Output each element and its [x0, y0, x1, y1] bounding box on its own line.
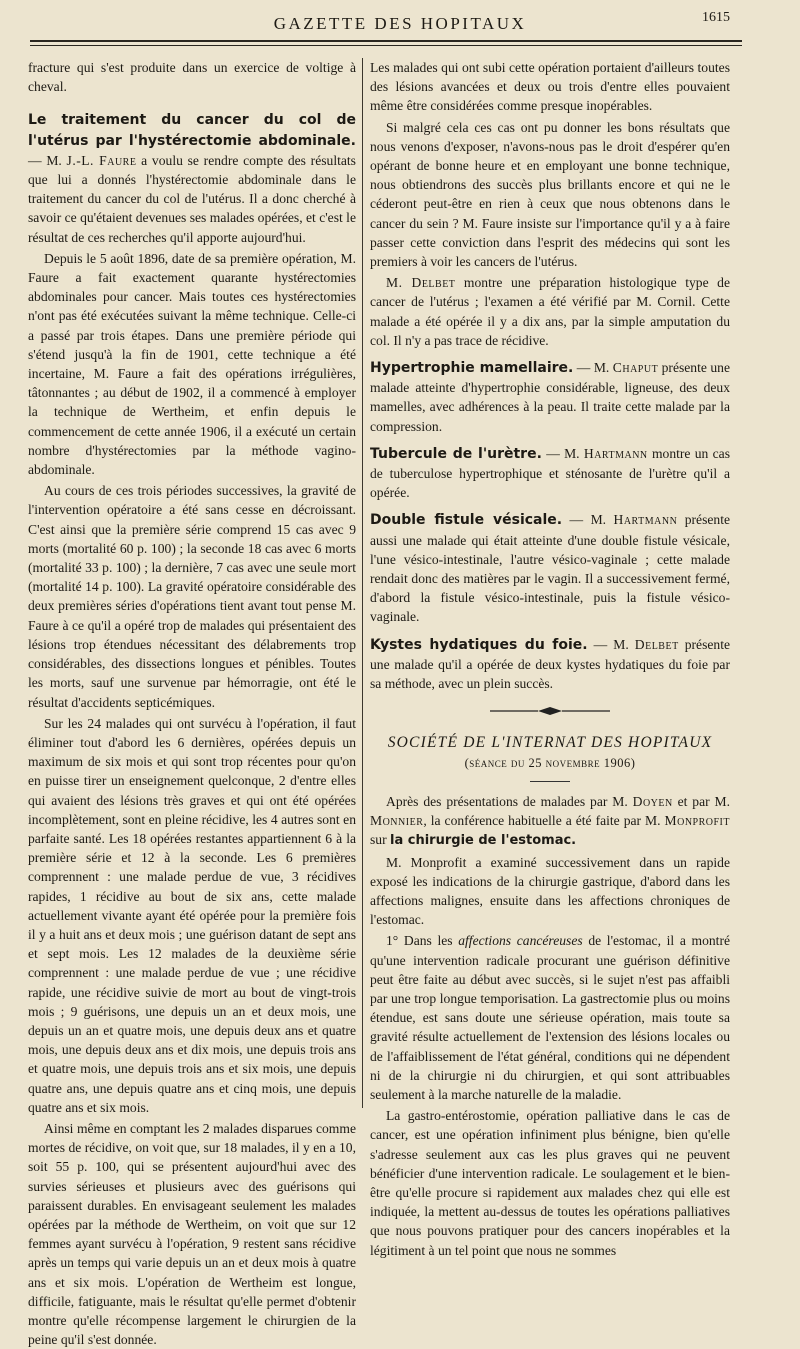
paragraph [370, 792, 730, 851]
paragraph-text: , la conférence habituelle a été faite par M. [423, 813, 665, 829]
author-name: Hartmann [583, 445, 648, 461]
paragraph-text: sur [370, 832, 391, 848]
ornament-icon [490, 706, 610, 716]
paragraph-text: présente aussi une malade qui était atteinte d'une double fistule vésicale, l'une vésico-intestinale, l'autre vésico-vaginale ; cette malade rendait donc des matières par le vagin. Il a successivement fermé, d'abord la fistule vésico-intestinale, puis la fistule vésico-vaginale. [370, 512, 731, 625]
ornament-divider [370, 703, 730, 722]
page-number: 1615 [702, 10, 730, 25]
paragraph: M. Monprofit a examiné successivement dans un rapide exposé les indications de la chirurgie gastrique, d'abord dans les affections malignes, ensuite dans les affections chroniques de l'estomac. [370, 854, 730, 928]
paragraph-text: a voulu se rendre compte des résultats que lui a donnés l'hystérectomie abdominale dans le traitement du cancer du col de l'utérus. Il a donc cherché à savoir ce qu'étaient devenues ses malades opérées, et c'est le résultat de ces recherches qu'il apporte aujourd'hui. [28, 152, 356, 245]
paragraph-text: de l'estomac, il a montré qu'une intervention radicale procurant une guérison définitive peut être faite au début avec succès, si le sujet n'est pas affaibli par une trop longue temporisation. La gastrectomie plus ou moins étendue, est sans doute une sérieuse opération, mais toute sa gravité résulte actuellement de l'extension des lésions locales ou de l'affaiblissement de l'état général, conditions qui ne dépendent ni de la chirurgie ni du chirurgien, et qui sont attribuables seulement à la marche naturelle de la maladie. [370, 933, 731, 1102]
lecture-topic: la chirurgie de l'estomac. [390, 833, 577, 849]
paragraph-text: 1° Dans les [386, 933, 459, 949]
article-hysterectomy [28, 110, 356, 246]
article-urethra [370, 444, 730, 503]
author-name: Doyen [632, 793, 673, 809]
emphasis-text: affections cancéreuses [458, 933, 583, 949]
paragraph: Ainsi même en comptant les 2 malades disparues comme mortes de récidive, on voit que, sur 18 malades, il y en a 10, soit 55 p. 100, qui se présentent aujourd'hui avec des survies sérieuses et plusieurs avec des guérisons qui paraissent durables. En envisageant seulement les malades opérées par la méthode de Wertheim, on voit que sur 12 femmes ayant survécu à l'opération, 9 restent sans récidive après un temps qui varie depuis un an et deux mois à quatre ans et six mois. L'opération de Wertheim est longue, difficile, fatiguante, mais le résultat qu'elle permet d'obtenir montre qu'elle récompense largement le chirurgien de la peine qu'il s'est donnée. [28, 1120, 356, 1348]
dash: — M. [541, 445, 584, 461]
paragraph-text: montre une préparation histologique type de cancer de l'utérus ; l'examen a été vérifié par M. Cornil. Cette malade a été opérée il y a dix ans, par la simple amputation du col. Il n'y a pas trace de récidive. [370, 275, 730, 348]
paragraph-text: Après des présentations de malades par M. [386, 793, 633, 809]
section-title-urethra: Tubercule de l'urètre. [370, 445, 542, 462]
society-title: SOCIÉTÉ DE L'INTERNAT DES HOPITAUX [387, 733, 713, 751]
section-title-hysterectomy: Le traitement du cancer du col de l'utérus par l'hystérectomie abdominale. [28, 112, 356, 149]
society-session-date: (séance du 25 novembre 1906) [464, 755, 636, 770]
paragraph-text: présente une malade atteinte d'hypertrophie considérable, ligneuse, des deux mamelles, avec adhérences à la peau. Il traite cette malade par la compression. [370, 360, 730, 434]
left-column [28, 58, 356, 1348]
right-column [370, 58, 731, 1258]
author-name: Chaput [612, 360, 659, 376]
paragraph: La gastro-entérostomie, opération palliative dans le cas de cancer, est une opération infiniment plus bénigne, bien qu'elle s'adresse seulement aux cas les plus graves qui ne peuvent bénéficier d'une intervention radicale. Le soulagement et le bien-être qu'elle procure si rapidement aux malades chez qui elle est indiquée, la mettent au-dessus de toutes les opérations palliatives que nous pouvons pratiquer pour des cancers inopérables et la légitiment à un tel point que nous ne sommes [370, 1108, 730, 1258]
section-title-fistula: Double fistule vésicale. [370, 512, 563, 529]
paragraph: Sur les 24 malades qui ont survécu à l'opération, il faut éliminer tout d'abord les 6 dernières, opérées depuis un maximum de six mois et qui sont trop récentes pour qu'on en puisse tirer un enseignement quelconque, 2 d'entre elles qui avaient des lésions très graves et qui ont été opérées incomplètement, sont en pleine récidive, les 4 autres sont en parfaite santé. Les 18 opérées restantes appartiennent 6 à la première série et 12 à la seconde. Les 6 premières comprennent : une malade perdue de vue, 3 récidives rapides, 1 récidive au bout de six ans, cette malade actuellement vivante ayant été opérée pour la première fois il y a huit ans et deux mois ; une guérison datant de sept ans et sept mois. Les 12 malades de la deuxième série comprennent : une malade perdue de vue ; une récidive rapide, une récidive suivie de mort au bout de vingt-trois mois ; 9 guérisons, une depuis un an et deux mois, une depuis un an et quatre mois, une depuis deux ans et quatre mois, une depuis deux ans et dix mois, une depuis trois ans et quatre mois, une depuis trois ans et six mois, une depuis quatre ans, une depuis quatre ans et cinq mois, une depuis quatre ans et six mois. [28, 715, 356, 1115]
page-header [0, 10, 800, 38]
page-title: GAZETTE DES HOPITAUX [273, 14, 527, 33]
dash: — M. [587, 636, 635, 652]
paragraph-text: et par M. [672, 793, 730, 809]
paragraph [370, 273, 730, 350]
author-name: Hartmann [613, 512, 678, 528]
paragraph: Depuis le 5 août 1896, date de sa première opération, M. Faure a fait exactement quarante hystérectomies abdominales pour cancer. Mais toutes ces hystérectomies n'ont pas été exécutées suivant la même technique. Celle-ci a passé par trois étapes. Dans une première période qui s'étend jusqu'à la fin de 1901, cette technique a été incertaine, M. Faure a fait des opérations irrégulières, tâtonnantes ; au début de 1902, il a commencé à employer la technique de Wertheim, et enfin depuis le commencement de cette année 1906, il a exécuté un certain nombre d'hystérectomies par la méthode vagino-abdominale. [28, 250, 356, 478]
article-hydatid-cysts [370, 635, 730, 694]
column-divider [362, 58, 363, 1108]
paragraph: Les malades qui ont subi cette opération portaient d'ailleurs toutes des lésions avancées et deux ou trois d'entre elles pouvaient même être considérées comme presque inopérables. [370, 60, 730, 114]
small-rule [530, 781, 570, 782]
author-name: Delbet [634, 636, 679, 652]
dash: — M. [573, 360, 613, 376]
header-rule [30, 40, 742, 46]
dash: — M. [28, 152, 67, 168]
author-name: J.-L. Faure [66, 152, 137, 168]
author-name: M. Delbet [386, 275, 456, 291]
paragraph-text: présente une malade qu'il a opérée de deux kystes hydatiques du foie par sa méthode, avec un plein succès. [370, 636, 730, 692]
article-fistula [370, 510, 730, 626]
article-mammary-hypertrophy [370, 358, 730, 436]
section-title-mammary: Hypertrophie mamellaire. [370, 360, 574, 377]
paragraph: Au cours de ces trois périodes successives, la gravité de l'intervention opératoire a été sans cesse en décroissant. C'est ainsi que la première série comprend 15 cas avec 9 morts (mortalité 60 p. 100) ; la seconde 18 cas avec 6 morts (mortalité 33 p. 100) ; la dernière, 7 cas avec une seule mort (mortalité 14 p. 100). La gravité opératoire considérable des deux premières séries d'opérations tient avant tout pense M. Faure à ce qu'il a opéré trop de malades qui présentaient des lésions trop étendues nécessitant des délabrements trop considérables, des dissections longues et pénibles. Toutes les morts, sauf une survenue par hémorragie, ont été le résultat d'accidents septicémiques. [28, 483, 356, 710]
paragraph-text: montre un cas de tuberculose hypertrophique et sténosante de l'urètre qu'il a opérée. [370, 445, 731, 501]
paragraph [370, 931, 730, 1104]
paragraph: Si malgré cela ces cas ont pu donner les bons résultats que nous venons d'exposer, n'avons-nous pas le droit d'espérer qu'en opérant de bonne heure et en employant une bonne technique, nous obtiendrons des succès plus brillants encore et qui ne le céderont peut-être en rien à ceux que nous obtenons dans le cancer du sein ? M. Faure insiste sur l'importance qu'il y a à faire passer cette conviction dans l'esprit des médecins qui sont les premiers à voir les cancers de l'utérus. [370, 119, 730, 270]
section-title-cysts: Kystes hydatiques du foie. [370, 636, 588, 653]
dash: — M. [562, 512, 614, 528]
continued-paragraph: fracture qui s'est produite dans un exercice de voltige à cheval. [28, 60, 356, 95]
author-name: Monprofit [664, 813, 730, 829]
author-name: Monnier [370, 813, 424, 829]
